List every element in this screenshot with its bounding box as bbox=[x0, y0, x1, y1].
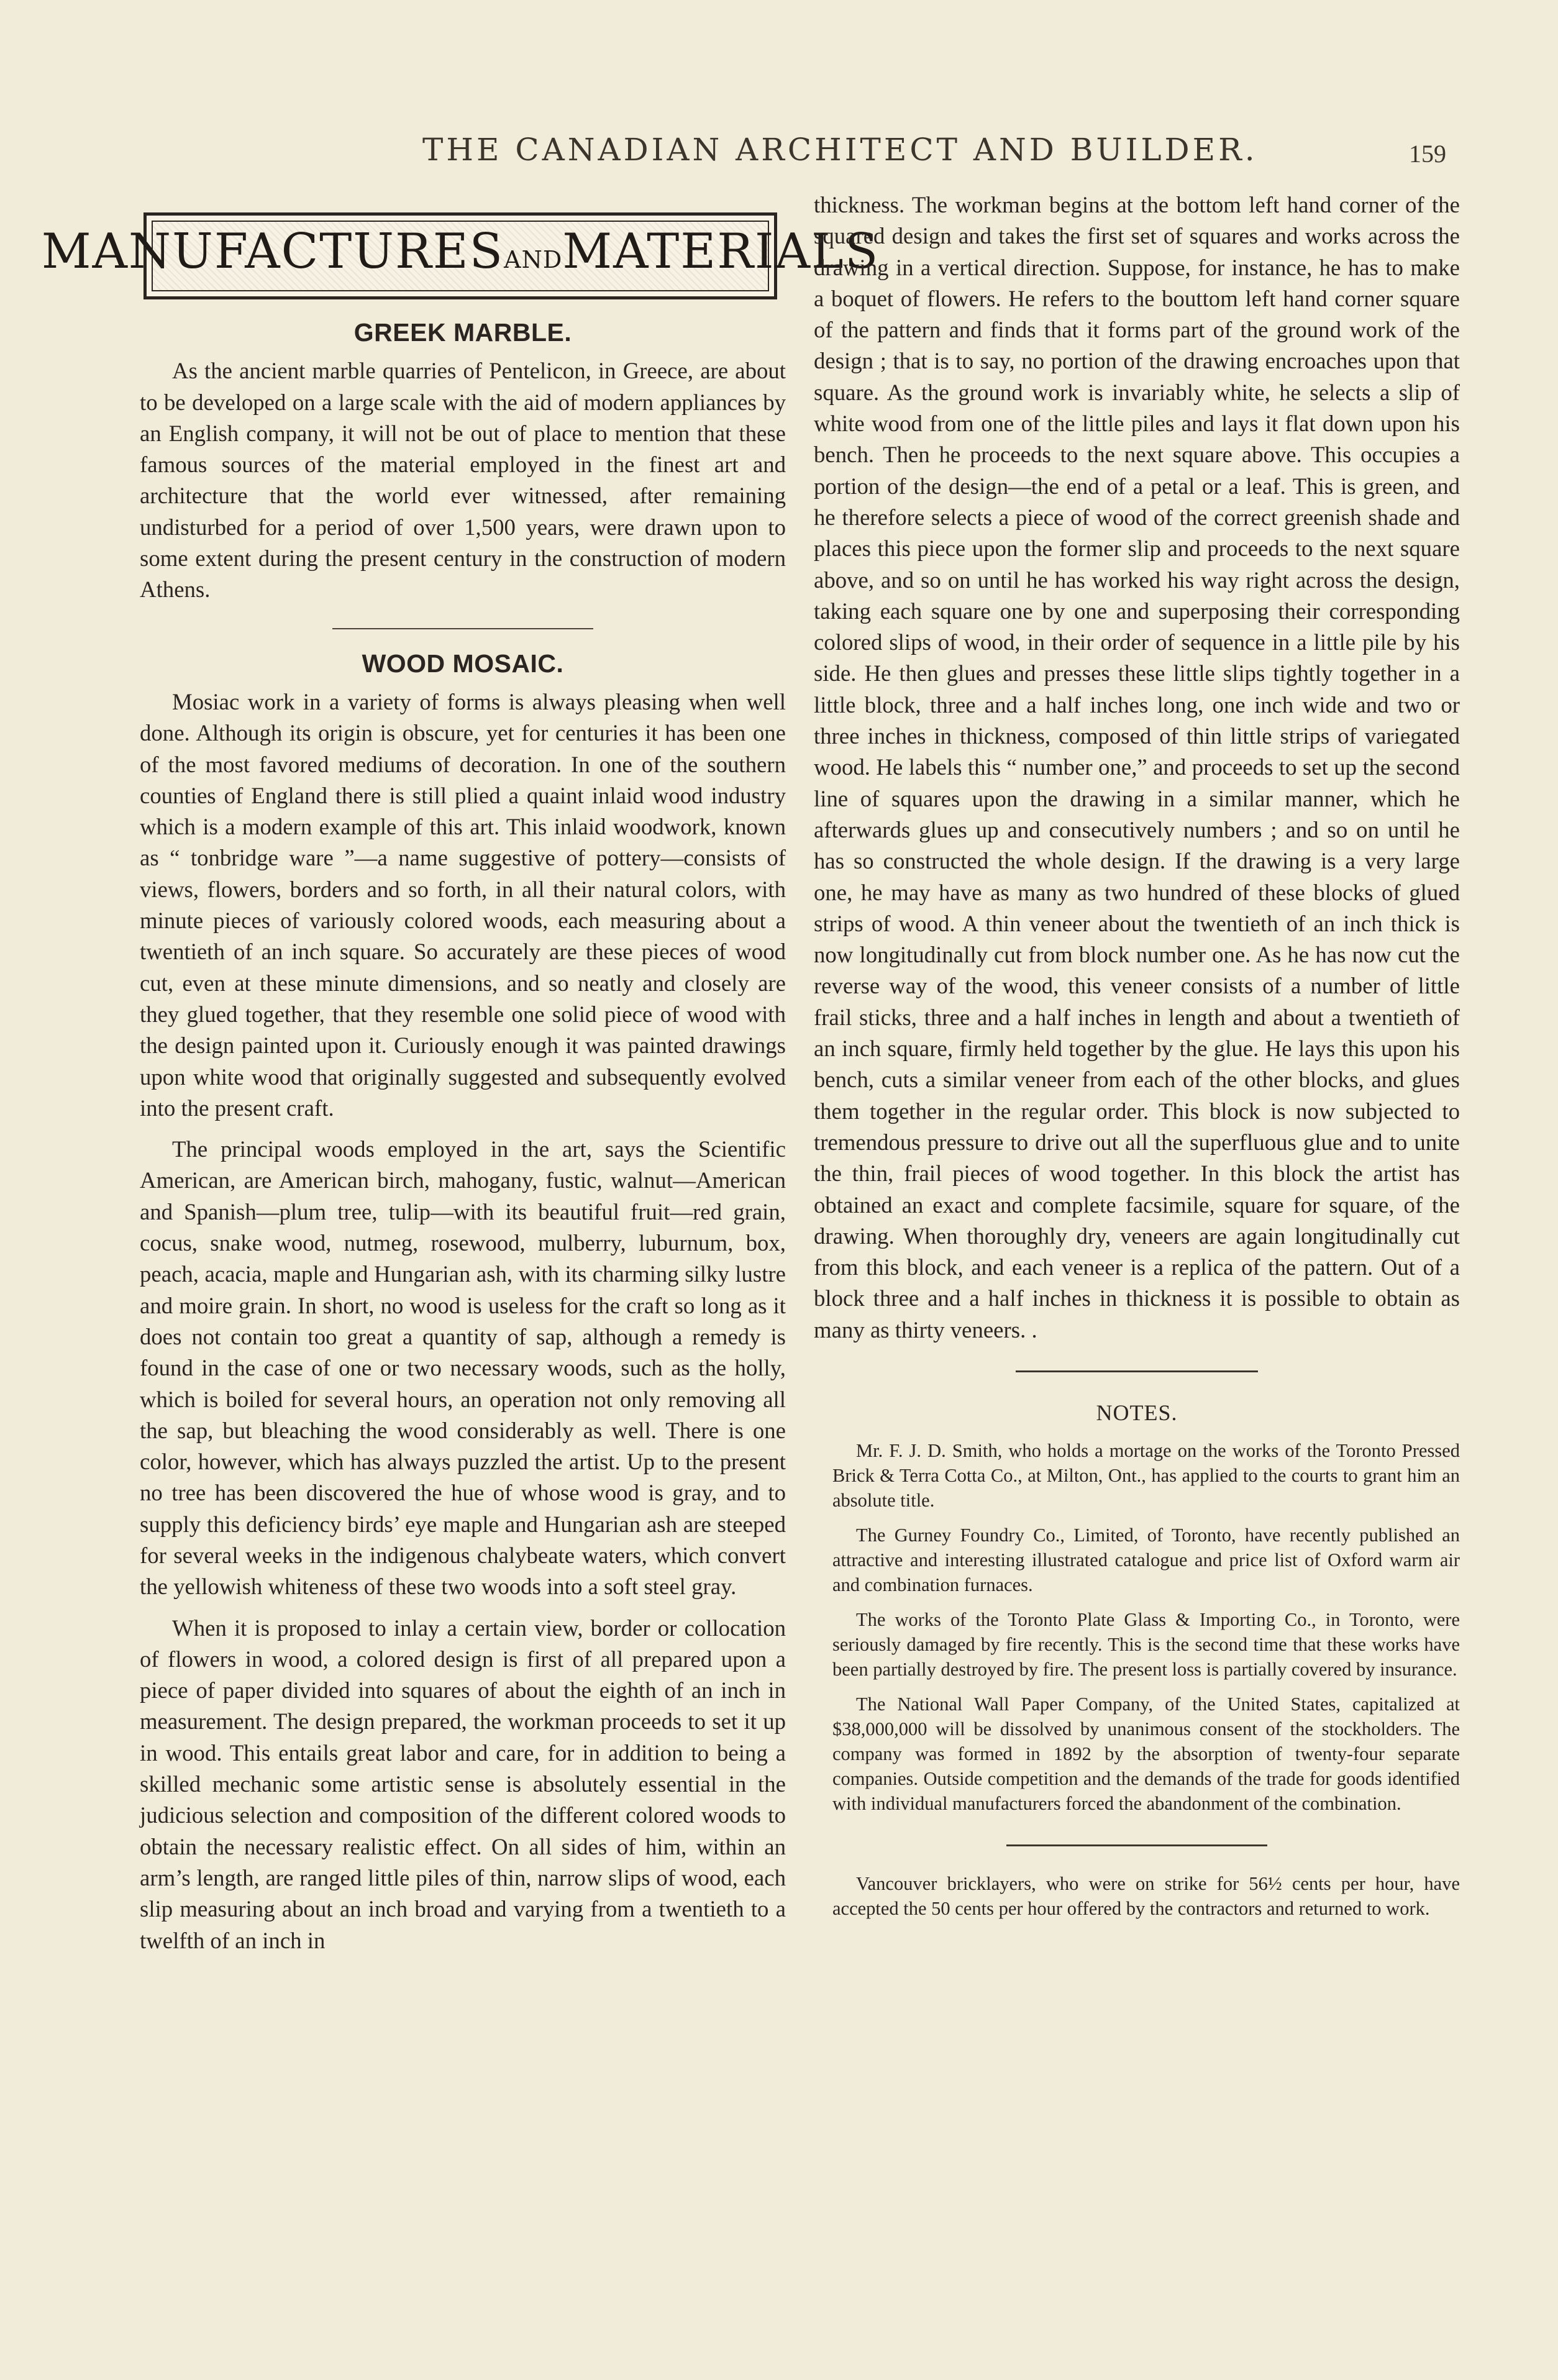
article-paragraph: Mosiac work in a variety of forms is always pleasing when well done. Although its origin is obscure, yet for centuries it has been one of the most favored mediums of decoration. In one of the southern counties of England there is still plied a quaint inlaid wood industry which is a modern example of this art. This inlaid woodwork, known as “ tonbridge ware ”—a name suggestive of pottery—consists of views, flowers, borders and so forth, in all their natural colors, with minute pieces of variously colored woods, each measuring about a twentieth of an inch square. So accurately are these pieces of wood cut, even at these minute dimensions, and so neatly and closely are they glued together, that they resemble one solid piece of wood with the design painted upon it. Curiously enough it was painted drawings upon white wood that originally suggested and subsequently evolved into the present craft. bbox=[140, 688, 786, 1121]
left-column bbox=[41, 189, 880, 1956]
article-title-wood-mosaic: WOOD MOSAIC. bbox=[362, 649, 564, 678]
article-paragraph: The principal woods employed in the art, says the Scientific American, are American birch, mahogany, fustic, walnut—American and Spanish—plum tree, tulip—with its beautiful fruit—red grain, cocus, snake wood, nutmeg, rosewood, mulberry, luburnum, box, peach, acacia, maple and Hungarian ash, with its charming silky lustre and moire grain. In short, no wood is useless for the craft so long as it does not contain too great a quantity of sap, although a remedy is found in the case of one or two necessary woods, such as the holly, which is boiled for several hours, an operation not only removing all the sap, but bleaching the wood considerably as well. There is one color, however, which has always puzzled the artist. Up to the present no tree has been discovered the hue of whose wood is gray, and to supply this deficiency birds’ eye maple and Hungarian ash are steeped for several weeks in the indigenous chalybeate waters, which convert the yellowish whiteness of these two woods into a soft steel gray. bbox=[140, 1136, 786, 1600]
article-title-greek-marble: GREEK MARBLE. bbox=[353, 318, 572, 347]
divider bbox=[1006, 1844, 1267, 1846]
note-item: The National Wall Paper Company, of the United States, capitalized at $38,000,000 will be dissolved by unanimous consent of the stockholders. The company was formed in 1892 by the absorption of twenty-four separate companies. Outside competition and the demands of the trade for goods identified with individual manufacturers forced the abandonment of the combination. bbox=[832, 1694, 1460, 1815]
running-head: THE CANADIAN ARCHITECT AND BUILDER. bbox=[422, 132, 1258, 168]
article-paragraph-continued: thickness. The workman begins at the bottom left hand corner of the squared design and takes the first set of squares and works across the drawing in a vertical direction. Suppose, for instance, he has to make a boquet of flowers. He refers to the bouttom left hand corner square of the pattern and finds that it forms part of the ground work of the design ; that is to say, no portion of the drawing encroaches upon that square. As the ground work is invariably white, he selects a slip of white wood from one of the little piles and lays it flat down upon his bench. Then he proceeds to the next square above. This occupies a portion of the design—the end of a petal or a leaf. This is green, and he therefore selects a piece of wood of the correct greenish shade and places this piece upon the former slip and proceeds to the next square above, and so on until he has worked his way right across the design, taking each square one by one and superposing their corresponding colored slips of wood, in their order of sequence in a little pile by his side. He then glues and presses these little slips tightly together in a little block, three and a half inches long, one inch wide and two or three inches in thickness, composed of thin little strips of variegated wood. He labels this “ number one,” and proceeds to set up the second line of squares upon the drawing in a similar manner, which he afterwards glues up and consecutively numbers ; and so on until he has so constructed the whole design. If the drawing is a very large one, he may have as many as two hundred of these blocks of glued strips of wood. A thin veneer about the twentieth of an inch thick is now longitudinally cut from block number one. As he has now cut the reverse way of the wood, this veneer consists of a number of little frail sticks, three and a half inches in length and about a twentieth of an inch square, firmly held together by the glue. He lays this upon his bench, cuts a similar veneer from each of the other blocks, and glues them together in the regular order. This block is now subjected to tremendous pressure to drive out all the superfluous glue and to unite the thin, frail pieces of wood together. In this block the artist has obtained an exact and complete facsimile, square for square, of the drawing. When thoroughly dry, veneers are again longitudinally cut from this block, and each veneer is a replica of the pattern. Out of a block three and a half inches in thickness it is possible to obtain as many as thirty veneers. . bbox=[814, 192, 1460, 1343]
note-item: The works of the Toronto Plate Glass & Importing Co., in Toronto, were seriously damaged by fire recently. This is the second time that these works have been partially destroyed by fire. The present loss is partially covered by insurance. bbox=[832, 1609, 1460, 1680]
banner-word-materials: MATERIALS bbox=[562, 224, 880, 280]
right-column bbox=[814, 189, 1460, 1921]
banner-title bbox=[41, 224, 880, 280]
notes-section bbox=[814, 1397, 1460, 1921]
section-banner bbox=[41, 212, 880, 299]
notes-title: NOTES. bbox=[1096, 1400, 1178, 1425]
banner-word-and: AND bbox=[504, 246, 563, 274]
note-item: Vancouver bricklayers, who were on strike for 56½ cents per hour, have accepted the 50 cents per hour offered by the contractors and returned to work. bbox=[832, 1873, 1460, 1920]
article-paragraph: When it is proposed to inlay a certain view, border or collocation of flowers in wood, a colored design is first of all prepared upon a piece of paper divided into squares of about the eighth of an inch in measurement. The design prepared, the workman proceeds to set it up in wood. This entails great labor and care, for in addition to being a skilled mechanic some artistic sense is absolutely essential in the judicious selection and composition of the different colored woods to obtain the necessary realistic effect. On all sides of him, within an arm’s length, are ranged little piles of thin, narrow slips of wood, each slip measuring about an inch broad and varying from a twentieth to a twelfth of an inch in bbox=[140, 1615, 786, 1953]
divider bbox=[1016, 1370, 1258, 1372]
banner-word-manufactures: MANUFACTURES bbox=[41, 224, 504, 280]
note-item: Mr. F. J. D. Smith, who holds a mortage on the works of the Toronto Pressed Brick & Terra Cotta Co., at Milton, Ont., has applied to the courts to grant him an absolute title. bbox=[832, 1440, 1460, 1511]
article-paragraph: As the ancient marble quarries of Pentelicon, in Greece, are about to be developed on a large scale with the aid of modern appliances by an English company, it will not be out of place to mention that these famous sources of the material employed in the finest art and architecture that the world ever witnessed, after remaining undisturbed for a period of over 1,500 years, were drawn upon to some extent during the present century in the construction of modern Athens. bbox=[140, 358, 786, 603]
divider bbox=[332, 628, 593, 629]
page-number: 159 bbox=[1409, 140, 1446, 168]
banner-frame bbox=[41, 221, 880, 291]
page-header bbox=[0, 132, 1558, 175]
note-item: The Gurney Foundry Co., Limited, of Toronto, have recently published an attractive and interesting illustrated catalogue and price list of Oxford warm air and combination furnaces. bbox=[832, 1525, 1460, 1596]
